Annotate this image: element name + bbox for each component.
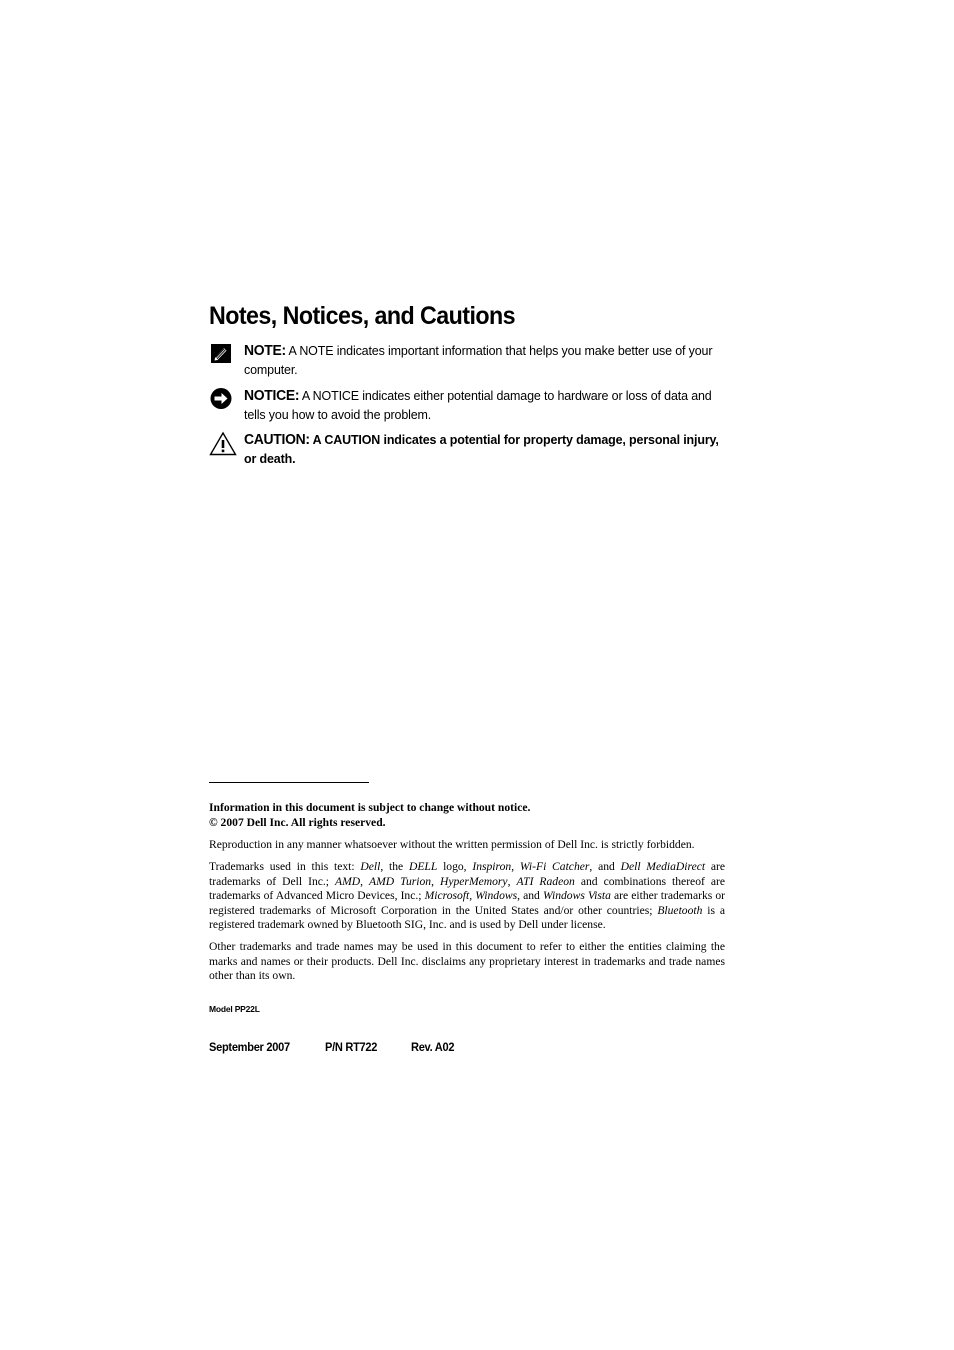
other-trademarks-statement: Other trademarks and trade names may be used in this document to refer to either the entities claiming the marks and names or their products. Dell Inc. disclaims any proprietary interest in trademarks and trade names other than its own. [209,940,725,982]
caution-callout [209,431,729,467]
change-notice-line: Information in this document is subject to change without notice. [209,801,531,814]
caution-text [244,431,724,467]
notice-callout [209,387,729,423]
model-number: Model PP22L [209,1004,260,1014]
note-label: NOTE: [244,343,286,359]
footer-date: September 2007 [209,1040,290,1054]
notice-label: NOTICE: [244,388,300,404]
footnote-divider [209,782,369,783]
footer-revision: Rev. A02 [411,1040,455,1054]
pencil-note-icon [209,342,235,366]
caution-body: A CAUTION indicates a potential for property damage, personal injury, or death. [244,432,719,466]
page-title: Notes, Notices, and Cautions [209,302,516,330]
warning-triangle-icon [209,431,235,455]
notice-text [244,387,724,423]
trademarks-statement: Trademarks used in this text: Dell, the DELL logo, Inspiron, Wi-Fi Catcher, and Dell MediaDirect are trademarks of Dell Inc.; AMD, AMD Turion, HyperMemory, ATI Radeon and combinations thereof are trademarks of Advanced Micro Devices, Inc.; Microsoft, Windows, and Windows Vista are either trademarks or registered trademarks of Microsoft Corporation in the United States and/or other countries; Bluetooth is a registered trademark owned by Bluetooth SIG, Inc. and is used by Dell under license. [209,860,726,931]
legal-change-notice [209,801,725,830]
note-callout [209,342,729,378]
footer-part-number: P/N RT722 [325,1040,378,1054]
copyright-line: © 2007 Dell Inc. All rights reserved. [209,815,386,829]
notice-body: A NOTICE indicates either potential damage to hardware or loss of data and tells you how to avoid the problem. [244,388,712,422]
note-text [244,342,724,378]
caution-label: CAUTION: [244,432,310,448]
note-body: A NOTE indicates important information that helps you make better use of your computer. [244,343,713,377]
reproduction-statement: Reproduction in any manner whatsoever without the written permission of Dell Inc. is strictly forbidden. [209,838,695,851]
arrow-circle-icon [209,387,235,411]
